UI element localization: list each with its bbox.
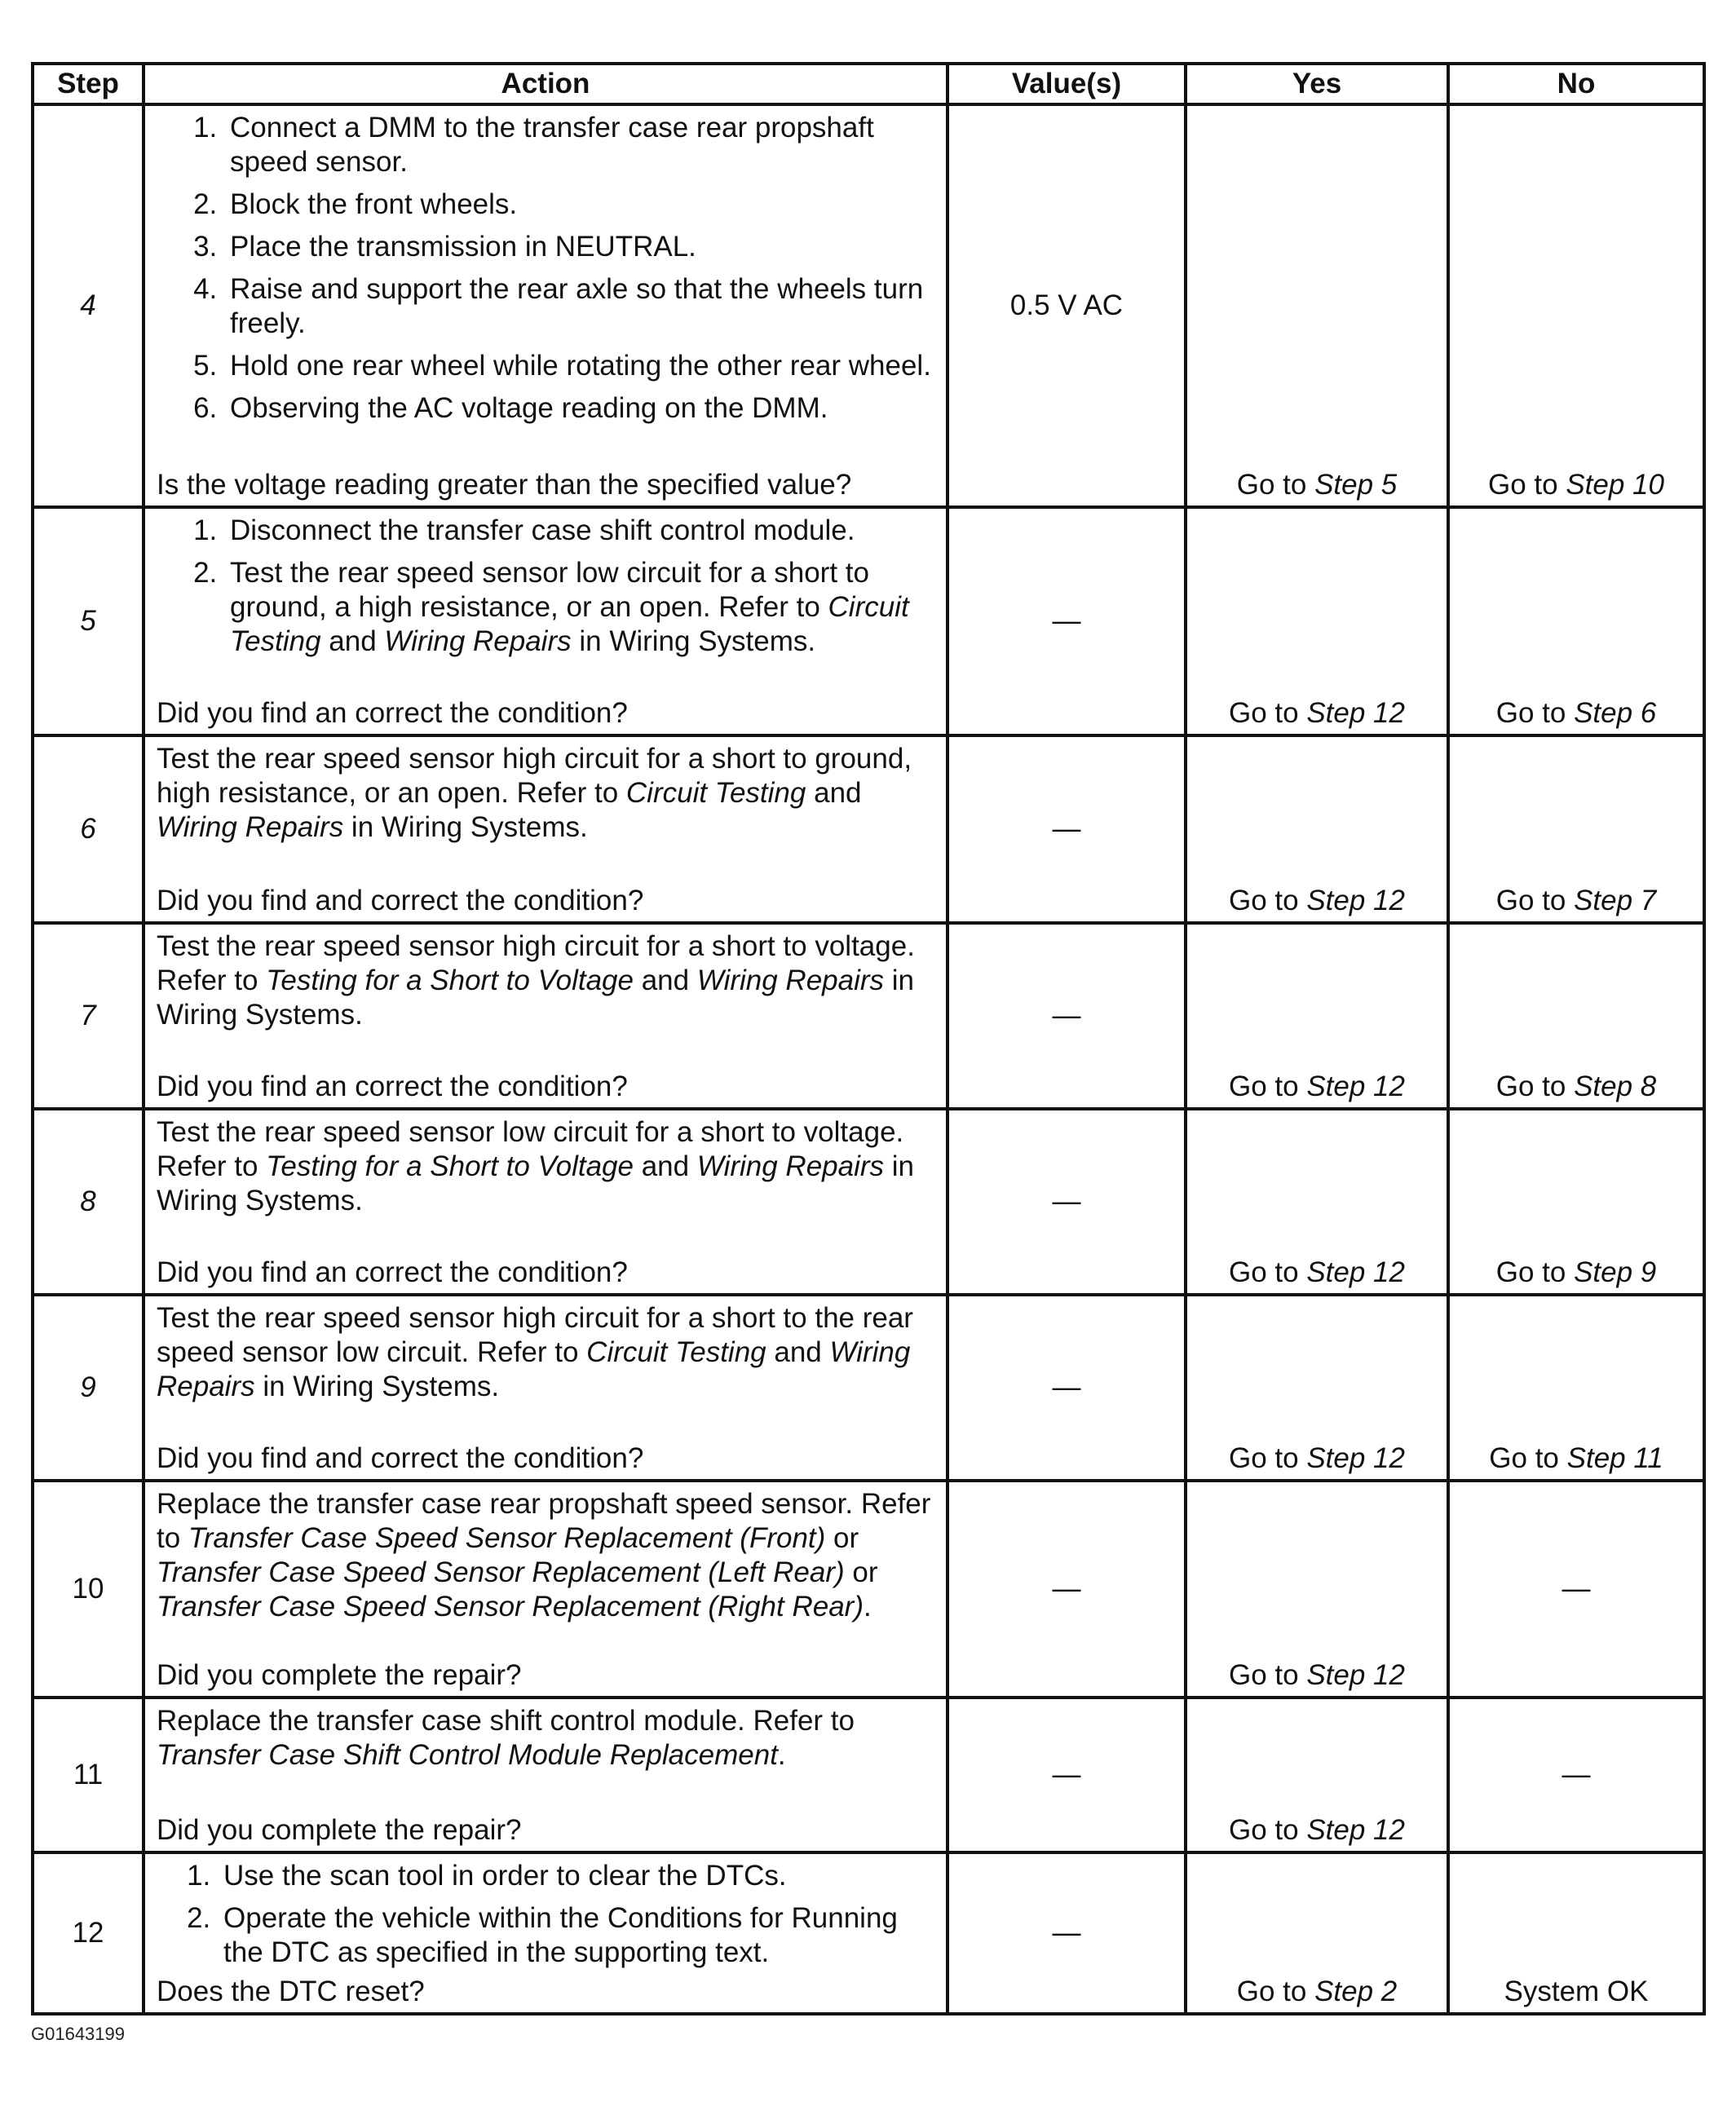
no-cell — [1448, 735, 1704, 923]
header-row — [33, 64, 1704, 104]
list-item: 1. Connect a DMM to the transfer case rear propshaft speed sensor. — [225, 111, 938, 179]
figure-code: G01643199 — [31, 2024, 125, 2044]
step-link[interactable]: Step 12 — [1306, 697, 1405, 729]
question-text: Did you find an correct the condition? — [157, 697, 628, 729]
step-link[interactable]: Step 8 — [1574, 1071, 1657, 1102]
step-link[interactable]: Step 12 — [1306, 885, 1405, 916]
list-item: 1. Use the scan tool in order to clear the DTCs. — [219, 1859, 938, 1893]
goto-prefix: Go to — [1495, 1256, 1575, 1288]
header-yes: Yes — [1186, 64, 1448, 104]
value-cell: — — [948, 923, 1186, 1109]
step-link[interactable]: Step 12 — [1306, 1442, 1405, 1474]
step-number: 5 — [33, 507, 144, 735]
goto-prefix: Go to — [1229, 697, 1307, 729]
action-paragraph — [157, 1115, 938, 1218]
diagnostic-table — [31, 62, 1706, 2015]
step-link[interactable]: Step 12 — [1306, 1814, 1405, 1846]
no-cell — [1448, 1109, 1704, 1295]
ref-link[interactable]: Transfer Case Speed Sensor Replacement (Front) — [188, 1522, 826, 1554]
ref-link[interactable]: Wiring Repairs — [384, 625, 572, 657]
value-cell: — — [948, 1481, 1186, 1698]
step-link[interactable]: Step 9 — [1574, 1256, 1657, 1288]
table-row-step-9 — [33, 1295, 1704, 1481]
goto-prefix: Go to — [1489, 1442, 1567, 1474]
question-text: Did you find and correct the condition? — [157, 1442, 644, 1474]
value-cell: — — [948, 1295, 1186, 1481]
yes-cell — [1186, 104, 1448, 507]
goto-prefix: Go to — [1495, 697, 1575, 729]
table-row-step-12 — [33, 1852, 1704, 2014]
question-text: Did you find an correct the condition? — [157, 1071, 628, 1102]
action-cell — [144, 1295, 948, 1481]
conjunction: and — [766, 1336, 830, 1368]
ref-link[interactable]: Transfer Case Speed Sensor Replacement (Right Rear) — [157, 1591, 864, 1623]
step-link[interactable]: Step 10 — [1566, 469, 1664, 501]
header-values: Value(s) — [948, 64, 1186, 104]
action-cell — [144, 735, 948, 923]
step-number: 12 — [33, 1852, 144, 2014]
goto-prefix: Go to — [1229, 1256, 1307, 1288]
list-item — [225, 556, 938, 659]
yes-cell — [1186, 507, 1448, 735]
step-number: 10 — [33, 1481, 144, 1698]
step-number: 8 — [33, 1109, 144, 1295]
no-cell: System OK — [1448, 1852, 1704, 2014]
action-paragraph — [157, 742, 938, 845]
action-cell — [144, 1481, 948, 1698]
question-text: Is the voltage reading greater than the specified value? — [157, 469, 852, 501]
step-list — [157, 1859, 938, 1970]
ref-link[interactable]: Circuit Testing — [586, 1336, 766, 1368]
list-item: 6. Observing the AC voltage reading on the DMM. — [225, 391, 938, 426]
goto-prefix: Go to — [1488, 469, 1566, 501]
step-list — [157, 111, 938, 434]
action-cell — [144, 104, 948, 507]
conjunction: and — [806, 777, 862, 809]
table-row-step-4 — [33, 104, 1704, 507]
question-text: Did you complete the repair? — [157, 1659, 522, 1691]
goto-prefix: Go to — [1495, 885, 1575, 916]
step-number: 11 — [33, 1698, 144, 1852]
step-list — [157, 514, 938, 667]
yes-cell — [1186, 1481, 1448, 1698]
value-cell: — — [948, 1109, 1186, 1295]
action-text: Test the rear speed sensor high circuit for a short to ground, high resistance, or an open. Refer to — [157, 743, 912, 809]
table-row-step-6 — [33, 735, 1704, 923]
action-paragraph — [157, 1301, 938, 1404]
conjunction: or — [825, 1522, 859, 1554]
list-item: 4. Raise and support the rear axle so that the wheels turn freely. — [225, 272, 938, 341]
action-cell — [144, 1852, 948, 2014]
ref-link[interactable]: Wiring Repairs — [157, 1336, 911, 1402]
action-tail: . — [777, 1739, 786, 1771]
goto-prefix: Go to — [1229, 1659, 1307, 1691]
action-text: Test the rear speed sensor low circuit for a short to voltage. Refer to — [157, 1116, 904, 1182]
action-text: Replace the transfer case rear propshaft speed sensor. Refer to — [157, 1488, 931, 1554]
list-item: 2. Operate the vehicle within the Conditions for Running the DTC as specified in the supporting text. — [219, 1901, 938, 1970]
yes-cell — [1186, 1295, 1448, 1481]
step-link[interactable]: Step 7 — [1574, 885, 1657, 916]
action-cell — [144, 923, 948, 1109]
header-action: Action — [144, 64, 948, 104]
step-link[interactable]: Step 12 — [1306, 1659, 1405, 1691]
step-number: 6 — [33, 735, 144, 923]
header-no: No — [1448, 64, 1704, 104]
value-cell: 0.5 V AC — [948, 104, 1186, 507]
goto-prefix: Go to — [1229, 885, 1307, 916]
action-paragraph — [157, 1704, 938, 1773]
action-tail: in Wiring Systems. — [254, 1371, 500, 1402]
action-text: Test the rear speed sensor high circuit for a short to voltage. Refer to — [157, 930, 915, 996]
list-item: 1. Disconnect the transfer case shift control module. — [225, 514, 938, 548]
conjunction: and — [633, 965, 697, 996]
step-number: 9 — [33, 1295, 144, 1481]
action-paragraph — [157, 1487, 938, 1624]
yes-cell — [1186, 923, 1448, 1109]
conjunction: and — [320, 625, 385, 657]
goto-prefix: Go to — [1229, 1071, 1307, 1102]
table-row-step-7 — [33, 923, 1704, 1109]
goto-prefix: Go to — [1229, 1442, 1307, 1474]
goto-prefix: Go to — [1236, 469, 1315, 501]
no-cell — [1448, 104, 1704, 507]
no-cell: — — [1448, 1698, 1704, 1852]
action-cell — [144, 1109, 948, 1295]
table-row-step-10 — [33, 1481, 1704, 1698]
table-row-step-11 — [33, 1698, 1704, 1852]
yes-cell — [1186, 735, 1448, 923]
action-tail: in Wiring Systems. — [343, 811, 588, 843]
value-cell: — — [948, 507, 1186, 735]
list-item: 3. Place the transmission in NEUTRAL. — [225, 230, 938, 264]
ref-link[interactable]: Wiring Repairs — [157, 811, 344, 843]
ref-link[interactable]: Wiring Repairs — [696, 1150, 885, 1182]
table-row-step-5 — [33, 507, 1704, 735]
action-paragraph — [157, 929, 938, 1032]
ref-link[interactable]: Circuit Testing — [625, 777, 806, 809]
yes-cell — [1186, 1852, 1448, 2014]
value-cell: — — [948, 1852, 1186, 2014]
step-link[interactable]: Step 2 — [1314, 1976, 1398, 2007]
step-number: 4 — [33, 104, 144, 507]
ref-link[interactable]: Transfer Case Shift Control Module Replacement — [157, 1739, 778, 1771]
action-tail: in Wiring Systems. — [571, 625, 816, 657]
question-text: Did you find an correct the condition? — [157, 1256, 628, 1288]
action-tail: in Wiring Systems. — [157, 1150, 915, 1216]
question-text: Did you find and correct the condition? — [157, 885, 644, 916]
goto-prefix: Go to — [1495, 1071, 1575, 1102]
header-step: Step — [33, 64, 144, 104]
action-text: Replace the transfer case shift control module. Refer to — [157, 1705, 855, 1737]
ref-link[interactable]: Wiring Repairs — [696, 965, 885, 996]
action-tail: . — [863, 1591, 872, 1623]
value-cell: — — [948, 735, 1186, 923]
ref-link[interactable]: Testing for a Short to Voltage — [266, 1150, 634, 1182]
ref-link[interactable]: Testing for a Short to Voltage — [266, 965, 634, 996]
action-cell — [144, 507, 948, 735]
no-cell: — — [1448, 1481, 1704, 1698]
conjunction: or — [844, 1556, 878, 1588]
ref-link[interactable]: Transfer Case Speed Sensor Replacement (Left Rear) — [157, 1556, 845, 1588]
yes-cell — [1186, 1109, 1448, 1295]
value-cell: — — [948, 1698, 1186, 1852]
step-link[interactable]: Step 5 — [1314, 469, 1398, 501]
action-text: Test the rear speed sensor low circuit for a short to ground, a high resistance, or an open. Refer to — [230, 557, 869, 623]
goto-prefix: Go to — [1236, 1976, 1315, 2007]
ref-link[interactable]: Circuit Testing — [230, 591, 909, 657]
list-item: 2. Block the front wheels. — [225, 188, 938, 222]
action-cell — [144, 1698, 948, 1852]
action-text: Test the rear speed sensor high circuit for a short to the rear speed sensor low circuit. Refer to — [157, 1302, 913, 1368]
question-text: Did you complete the repair? — [157, 1814, 522, 1846]
table-row-step-8 — [33, 1109, 1704, 1295]
step-link[interactable]: Step 12 — [1306, 1071, 1405, 1102]
conjunction: and — [633, 1150, 697, 1182]
step-number: 7 — [33, 923, 144, 1109]
action-tail: in Wiring Systems. — [157, 965, 915, 1031]
goto-prefix: Go to — [1229, 1814, 1307, 1846]
list-item: 5. Hold one rear wheel while rotating the other rear wheel. — [225, 349, 938, 383]
question-text: Does the DTC reset? — [157, 1976, 425, 2007]
no-cell — [1448, 507, 1704, 735]
yes-cell — [1186, 1698, 1448, 1852]
step-link[interactable]: Step 6 — [1574, 697, 1657, 729]
no-cell — [1448, 1295, 1704, 1481]
step-link[interactable]: Step 11 — [1566, 1442, 1663, 1474]
step-link[interactable]: Step 12 — [1306, 1256, 1405, 1288]
no-cell — [1448, 923, 1704, 1109]
